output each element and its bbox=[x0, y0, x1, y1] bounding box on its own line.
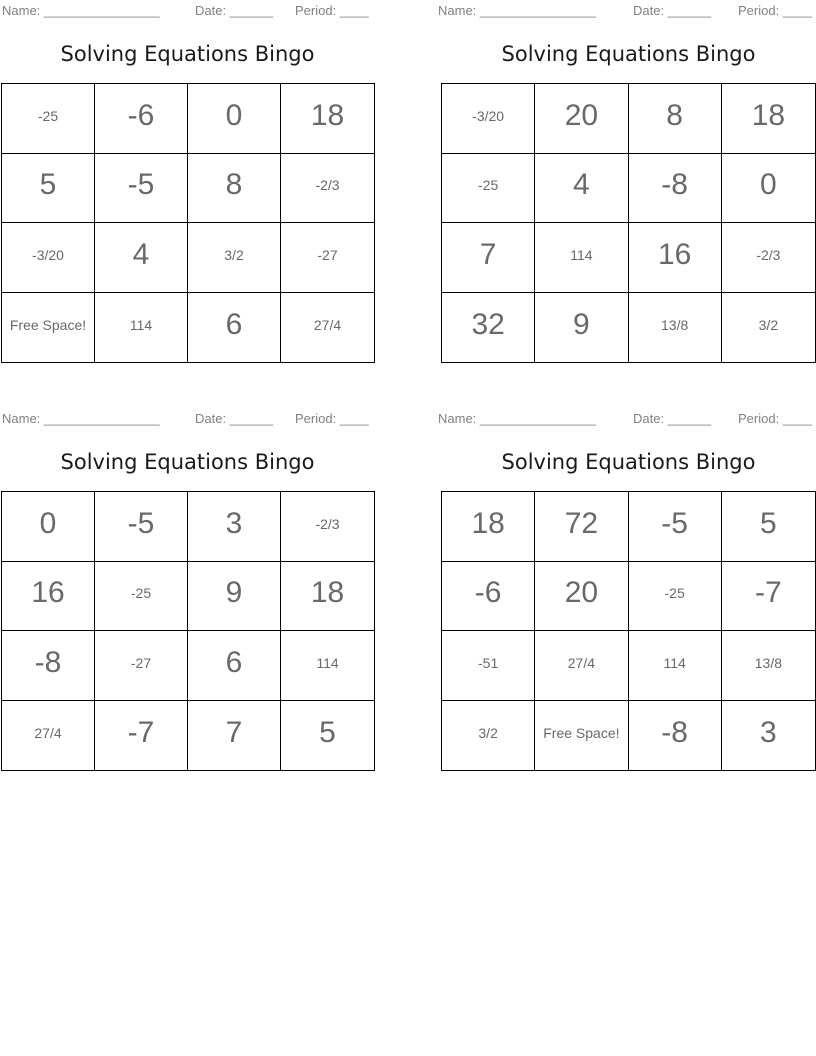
bingo-cell: -2/3 bbox=[281, 154, 374, 224]
date-label: Date: bbox=[633, 3, 665, 18]
bingo-cell: 13/8 bbox=[629, 293, 722, 363]
date-label: Date: bbox=[633, 411, 665, 426]
bingo-cell: 4 bbox=[95, 223, 188, 293]
name-field bbox=[2, 3, 160, 18]
bingo-cell: 114 bbox=[629, 631, 722, 701]
bingo-cell: 27/4 bbox=[2, 701, 95, 771]
name-line: ________________ bbox=[479, 3, 596, 18]
date-line: ______ bbox=[229, 411, 274, 426]
period-label: Period: bbox=[295, 3, 337, 18]
bingo-cell: 9 bbox=[535, 293, 628, 363]
bingo-cell: 32 bbox=[442, 293, 535, 363]
period-label: Period: bbox=[738, 411, 780, 426]
bingo-cell: -25 bbox=[95, 562, 188, 632]
bingo-cell: -25 bbox=[442, 154, 535, 224]
bingo-cell: 6 bbox=[188, 631, 281, 701]
bingo-card-2 bbox=[408, 0, 816, 408]
bingo-cell: 16 bbox=[629, 223, 722, 293]
date-line: ______ bbox=[667, 411, 712, 426]
bingo-card-1 bbox=[0, 0, 408, 408]
bingo-cell: -27 bbox=[281, 223, 374, 293]
name-line: ________________ bbox=[479, 411, 596, 426]
bingo-cell: 6 bbox=[188, 293, 281, 363]
bingo-cell: 3/2 bbox=[188, 223, 281, 293]
bingo-cell: -27 bbox=[95, 631, 188, 701]
bingo-cell: -7 bbox=[722, 562, 815, 632]
name-line: ________________ bbox=[43, 411, 160, 426]
bingo-cell: -5 bbox=[95, 492, 188, 562]
bingo-cell: 3 bbox=[188, 492, 281, 562]
bingo-cell: 8 bbox=[629, 84, 722, 154]
date-field bbox=[195, 3, 273, 18]
bingo-cell: 13/8 bbox=[722, 631, 815, 701]
card-title: Solving Equations Bingo bbox=[60, 450, 315, 474]
bingo-cell: -8 bbox=[629, 154, 722, 224]
bingo-cell: 16 bbox=[2, 562, 95, 632]
bingo-cell: Free Space! bbox=[535, 701, 628, 771]
name-field bbox=[438, 411, 596, 426]
date-label: Date: bbox=[195, 411, 227, 426]
name-field bbox=[2, 411, 160, 426]
date-field bbox=[633, 3, 711, 18]
bingo-cell: 5 bbox=[722, 492, 815, 562]
bingo-grid-4 bbox=[441, 491, 816, 771]
bingo-cell: 114 bbox=[95, 293, 188, 363]
bingo-cell: 3/2 bbox=[442, 701, 535, 771]
period-line: ____ bbox=[782, 411, 812, 426]
period-field bbox=[295, 3, 369, 18]
bingo-cell: -6 bbox=[442, 562, 535, 632]
bingo-cell: -25 bbox=[629, 562, 722, 632]
bingo-cell: 20 bbox=[535, 562, 628, 632]
bingo-cell: -5 bbox=[95, 154, 188, 224]
name-label: Name: bbox=[438, 3, 477, 18]
bingo-grid-2 bbox=[441, 83, 816, 363]
name-line: ________________ bbox=[43, 3, 160, 18]
period-field bbox=[295, 411, 369, 426]
bingo-cell: -6 bbox=[95, 84, 188, 154]
period-field bbox=[738, 3, 812, 18]
bingo-card-3 bbox=[0, 408, 408, 816]
bingo-cell: 18 bbox=[442, 492, 535, 562]
bingo-card-4 bbox=[408, 408, 816, 816]
name-label: Name: bbox=[2, 3, 41, 18]
date-label: Date: bbox=[195, 3, 227, 18]
bingo-cell: 3 bbox=[760, 715, 777, 749]
date-field bbox=[633, 411, 711, 426]
bingo-cell: 5 bbox=[319, 715, 336, 749]
bingo-cell: 18 bbox=[281, 84, 374, 154]
bingo-cell: 20 bbox=[535, 84, 628, 154]
bingo-cell: 5 bbox=[2, 154, 95, 224]
bingo-cell: 7 bbox=[188, 701, 281, 771]
bingo-cell: -5 bbox=[629, 492, 722, 562]
bingo-cell: -7 bbox=[95, 701, 188, 771]
bingo-cell: 8 bbox=[188, 154, 281, 224]
period-field bbox=[738, 411, 812, 426]
bingo-cell: -8 bbox=[629, 701, 722, 771]
card-title: Solving Equations Bingo bbox=[501, 450, 756, 474]
name-label: Name: bbox=[2, 411, 41, 426]
bingo-cell: -2/3 bbox=[281, 492, 374, 562]
bingo-grid-3 bbox=[1, 491, 375, 771]
bingo-cell: 18 bbox=[281, 562, 374, 632]
date-line: ______ bbox=[667, 3, 712, 18]
name-field bbox=[438, 3, 596, 18]
period-label: Period: bbox=[738, 3, 780, 18]
period-label: Period: bbox=[295, 411, 337, 426]
bingo-grid-1 bbox=[1, 83, 375, 363]
card-title: Solving Equations Bingo bbox=[60, 42, 315, 66]
date-line: ______ bbox=[229, 3, 274, 18]
bingo-cell: 72 bbox=[535, 492, 628, 562]
bingo-cell: Free Space! bbox=[2, 293, 95, 363]
bingo-cell: -8 bbox=[2, 631, 95, 701]
bingo-cell: 27/4 bbox=[313, 316, 342, 333]
period-line: ____ bbox=[339, 411, 369, 426]
bingo-cell: 18 bbox=[722, 84, 815, 154]
bingo-cell: -3/20 bbox=[442, 84, 535, 154]
bingo-cell: -51 bbox=[442, 631, 535, 701]
bingo-cell: -3/20 bbox=[2, 223, 95, 293]
bingo-cell: 3/2 bbox=[758, 316, 779, 333]
period-line: ____ bbox=[782, 3, 812, 18]
bingo-cell: 0 bbox=[188, 84, 281, 154]
bingo-cell: 27/4 bbox=[535, 631, 628, 701]
bingo-cell: 4 bbox=[535, 154, 628, 224]
date-field bbox=[195, 411, 273, 426]
bingo-cell: 114 bbox=[281, 631, 374, 701]
bingo-cell: -25 bbox=[2, 84, 95, 154]
bingo-cell: 0 bbox=[722, 154, 815, 224]
bingo-cell: -2/3 bbox=[722, 223, 815, 293]
bingo-cell: 7 bbox=[442, 223, 535, 293]
bingo-cell: 114 bbox=[535, 223, 628, 293]
bingo-cell: 9 bbox=[188, 562, 281, 632]
bingo-cell: 0 bbox=[2, 492, 95, 562]
name-label: Name: bbox=[438, 411, 477, 426]
period-line: ____ bbox=[339, 3, 369, 18]
card-title: Solving Equations Bingo bbox=[501, 42, 756, 66]
